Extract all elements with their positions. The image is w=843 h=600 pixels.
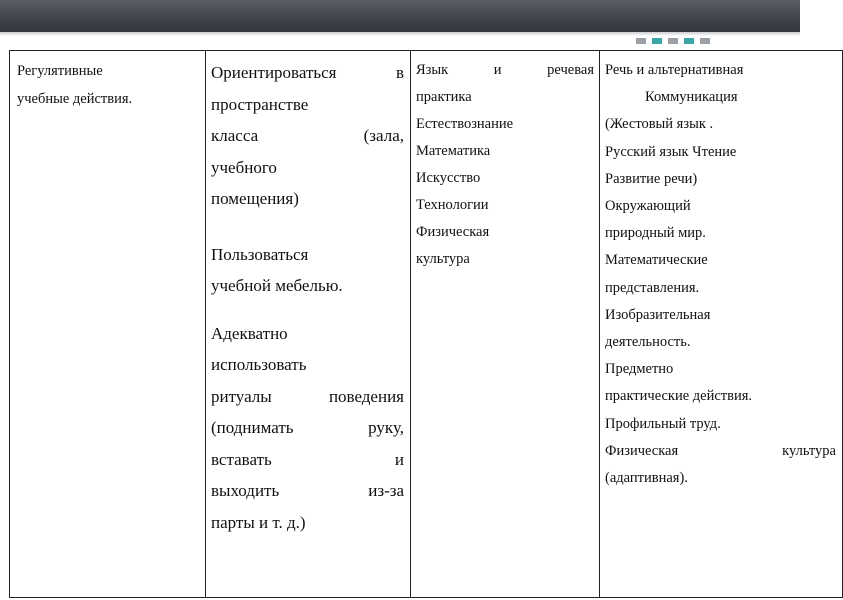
list-item: деятельность. <box>605 334 691 351</box>
word: Ориентироваться <box>211 63 337 82</box>
list-item: Технологии <box>416 197 489 213</box>
list-item: Физическая <box>416 224 490 240</box>
word: речевая <box>547 62 594 78</box>
list-item: Профильный труд. <box>605 415 721 432</box>
word: в <box>395 63 404 82</box>
list-item: представления. <box>605 279 700 296</box>
word: культура <box>782 442 836 459</box>
list-item: (Жестовый язык . <box>605 116 714 133</box>
list-item: практические действия. <box>605 388 753 405</box>
word: выходить <box>211 481 280 500</box>
cell-text-line <box>211 475 404 507</box>
cell-text-line: помещения) <box>211 189 299 208</box>
decor-dot <box>668 38 678 44</box>
word: (поднимать <box>211 418 294 437</box>
cell-text-line <box>211 412 404 444</box>
cell-text-line: учебной мебелью. <box>211 276 343 295</box>
word: поведения <box>328 386 404 406</box>
list-item: Русский язык Чтение <box>605 143 737 160</box>
word: из-за <box>368 481 404 500</box>
cell-text-line <box>211 444 404 476</box>
list-item: Естествознание <box>416 116 514 132</box>
list-item: Математические <box>605 252 708 269</box>
decor-dot <box>652 38 662 44</box>
cell-text-line <box>211 120 404 152</box>
cell-text-line: Пользоваться <box>211 244 309 264</box>
cell-text-line: Адекватно <box>211 323 288 343</box>
list-item: природный мир. <box>605 225 706 242</box>
word: класса <box>211 126 259 145</box>
cell-text-line <box>211 57 404 89</box>
word: ритуалы <box>211 386 272 406</box>
table-row <box>10 51 843 598</box>
word: Язык <box>416 62 449 78</box>
list-item: практика <box>416 89 472 105</box>
list-item: Предметно <box>605 361 674 378</box>
cell-text-line <box>416 57 594 84</box>
cell-skills <box>206 51 411 598</box>
cell-text-line: учебного <box>211 157 277 177</box>
cell-text-line: Регулятивные <box>17 63 103 79</box>
cell-subject-areas <box>411 51 600 598</box>
cell-text-line: учебные действия. <box>17 91 133 107</box>
word: и <box>493 62 502 78</box>
cell-text-line: парты и т. д.) <box>211 512 306 532</box>
paragraph-gap <box>211 302 404 318</box>
header-band-shadow <box>0 32 800 36</box>
list-item: культура <box>416 251 470 267</box>
decor-dot <box>684 38 694 44</box>
word: и <box>394 449 404 469</box>
word: руку, <box>368 418 404 437</box>
list-item: Окружающий <box>605 198 691 215</box>
list-item: Математика <box>416 143 491 159</box>
paragraph-gap <box>211 215 404 239</box>
decor-dot <box>700 38 710 44</box>
word: вставать <box>211 449 272 469</box>
word: Физическая <box>605 442 679 459</box>
content-table-wrapper <box>9 50 836 598</box>
cell-text-line: Коммуникация <box>645 89 738 106</box>
list-item: Изобразительная <box>605 306 711 323</box>
cell-text-line: Речь и альтернативная <box>605 62 744 78</box>
header-band <box>0 0 800 32</box>
cell-text-line: пространстве <box>211 94 309 114</box>
cell-action-type <box>10 51 206 598</box>
cell-text-line: использовать <box>211 355 307 374</box>
cell-text-line <box>605 438 836 465</box>
content-table <box>9 50 843 598</box>
cell-text-line: (адаптивная). <box>605 470 688 487</box>
list-item: Развитие речи) <box>605 170 698 187</box>
list-item: Искусство <box>416 170 481 186</box>
cell-text-line <box>211 381 404 413</box>
decor-dot <box>636 38 646 44</box>
cell-subjects-alt <box>600 51 843 598</box>
word: (зала, <box>363 126 404 145</box>
